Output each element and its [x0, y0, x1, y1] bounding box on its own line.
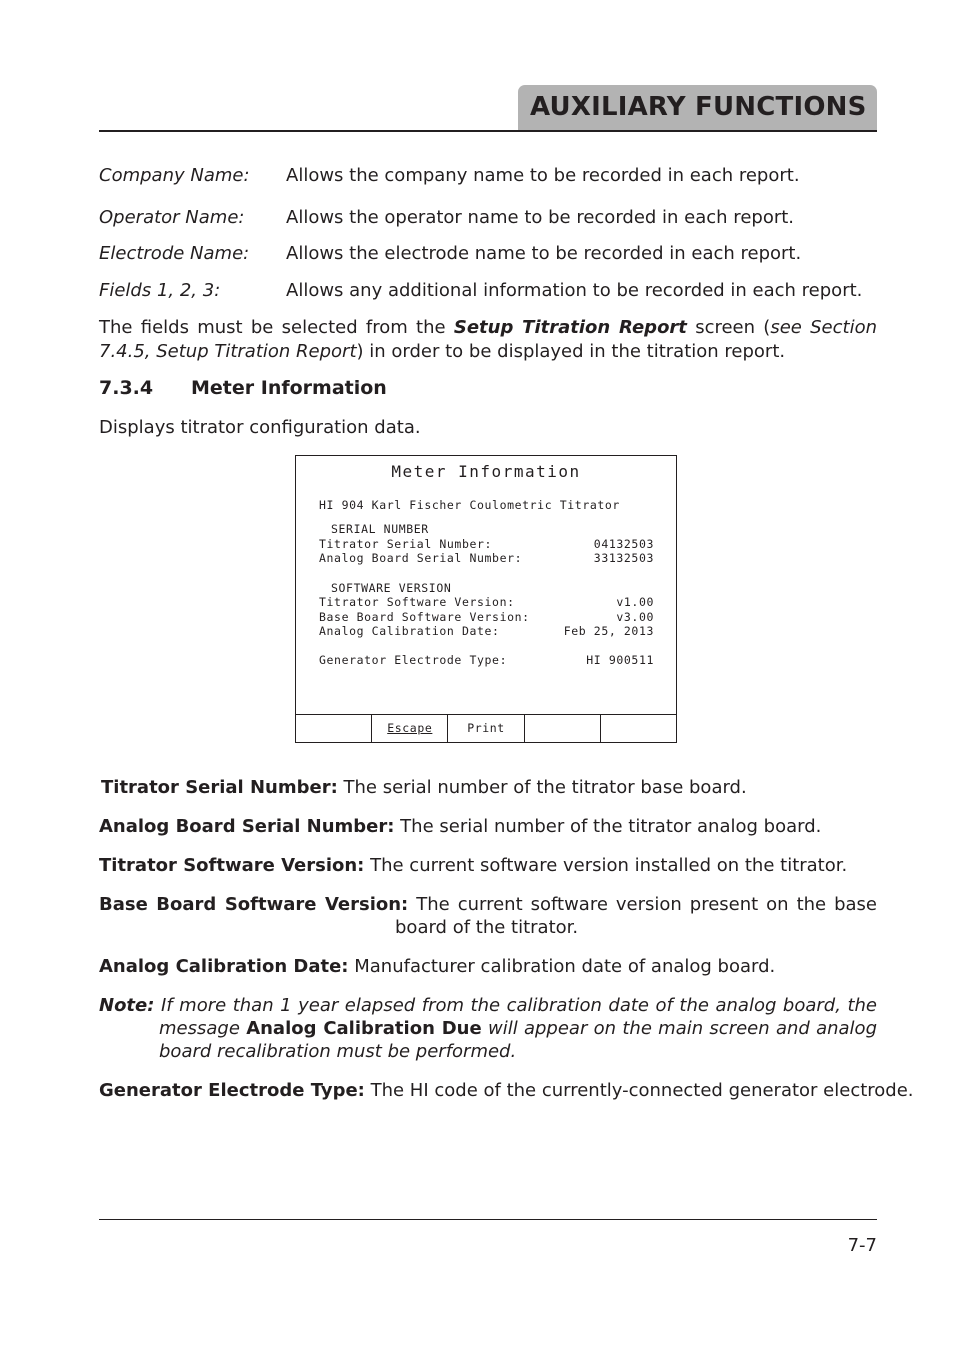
fields-paragraph: [99, 316, 877, 364]
screen-titrator-sw-value: v1.00: [616, 595, 654, 609]
footer-rule: [99, 1219, 877, 1220]
screen-cal-date-label: Analog Calibration Date:: [319, 624, 500, 638]
desc-titrator-sw-label: Titrator Software Version:: [99, 855, 365, 876]
screen-analog-serial-value: 33132503: [593, 551, 654, 565]
calibration-note: [99, 994, 877, 1063]
screen-analog-serial-label: Analog Board Serial Number:: [319, 551, 523, 565]
desc-analog-serial: [99, 815, 821, 838]
section-intro: Displays titrator configuration data.: [99, 417, 421, 438]
softkey-4[interactable]: [525, 715, 601, 743]
screen-cal-date-value: Feb 25, 2013: [563, 624, 654, 638]
screen-titrator-serial-label: Titrator Serial Number:: [319, 537, 493, 551]
analog-calibration-due-message: Analog Calibration Due: [246, 1018, 482, 1039]
note-text-1: If more than 1 year elapsed from the calibration date of the analog board, the message: [154, 995, 877, 1039]
page-number: 7-7: [847, 1235, 877, 1256]
def-term-electrode: Electrode Name:: [99, 243, 250, 264]
def-desc-electrode: Allows the electrode name to be recorded in each report.: [286, 243, 802, 264]
header-rule: [99, 130, 877, 132]
desc-titrator-sw: [99, 854, 847, 877]
def-desc-operator: Allows the operator name to be recorded in each report.: [286, 207, 795, 228]
screen-title: Meter Information: [391, 462, 581, 481]
desc-titrator-serial-label: Titrator Serial Number:: [101, 777, 338, 798]
section-title: Meter Information: [191, 377, 387, 399]
softkey-escape[interactable]: [372, 715, 448, 743]
screen-base-sw-value: v3.00: [616, 610, 654, 624]
desc-titrator-serial-text: The serial number of the titrator base board.: [337, 777, 747, 798]
screen-electrode-label: Generator Electrode Type:: [319, 653, 508, 667]
softkey-5[interactable]: [601, 715, 676, 743]
def-term-company: Company Name:: [99, 165, 250, 186]
desc-analog-serial-label: Analog Board Serial Number:: [99, 816, 395, 837]
screen-titrator-serial-value: 04132503: [593, 537, 654, 551]
screen-serial-header: SERIAL NUMBER: [331, 522, 429, 536]
def-desc-company: Allows the company name to be recorded in each report.: [286, 165, 800, 186]
screen-base-sw-label: Base Board Software Version:: [319, 610, 530, 624]
fields-para-text-2: screen (: [686, 317, 771, 338]
section-reference: see Section 7.4.5, Setup Titration Report: [99, 317, 877, 362]
screen-model: HI 904 Karl Fischer Coulometric Titrator: [319, 498, 620, 512]
softkey-print[interactable]: Print: [448, 715, 524, 743]
desc-cal-date-text: Manufacturer calibration date of analog board.: [348, 956, 776, 977]
meter-information-screen: [295, 455, 677, 743]
note-text-2: will appear on the main screen and analog board recalibration must be performed.: [159, 1018, 877, 1062]
note-label: Note:: [99, 995, 155, 1016]
section-number: 7.3.4: [99, 377, 154, 399]
def-term-operator: Operator Name:: [99, 207, 245, 228]
desc-analog-serial-text: The serial number of the titrator analog board.: [394, 816, 822, 837]
softkey-bar: [296, 714, 676, 743]
desc-base-sw-text: The current software version present on the base board of the titrator.: [395, 894, 877, 938]
screen-electrode-value: HI 900511: [586, 653, 654, 667]
desc-electrode-text: The HI code of the currently-connected generator electrode.: [364, 1080, 914, 1101]
desc-base-sw: [99, 893, 877, 939]
def-term-fields: Fields 1, 2, 3:: [99, 280, 221, 301]
desc-titrator-serial: [101, 776, 747, 799]
desc-base-sw-label: Base Board Software Version:: [99, 894, 409, 915]
softkey-1[interactable]: [296, 715, 372, 743]
chapter-header-tab: [518, 85, 877, 130]
fields-para-text-3: ) in order to be displayed in the titration report.: [356, 341, 786, 362]
desc-electrode-label: Generator Electrode Type:: [99, 1080, 365, 1101]
desc-electrode: [99, 1079, 914, 1102]
desc-cal-date-label: Analog Calibration Date:: [99, 956, 349, 977]
def-desc-fields: Allows any additional information to be recorded in each report.: [286, 280, 863, 301]
setup-titration-report-ref: Setup Titration Report: [453, 317, 687, 338]
softkey-escape-label: Escape: [387, 721, 433, 735]
fields-para-text-1: The fields must be selected from the: [99, 317, 454, 338]
screen-titrator-sw-label: Titrator Software Version:: [319, 595, 515, 609]
screen-software-header: SOFTWARE VERSION: [331, 581, 452, 595]
desc-cal-date: [99, 955, 775, 978]
chapter-title: AUXILIARY FUNCTIONS: [530, 92, 867, 122]
desc-titrator-sw-text: The current software version installed on the titrator.: [364, 855, 848, 876]
